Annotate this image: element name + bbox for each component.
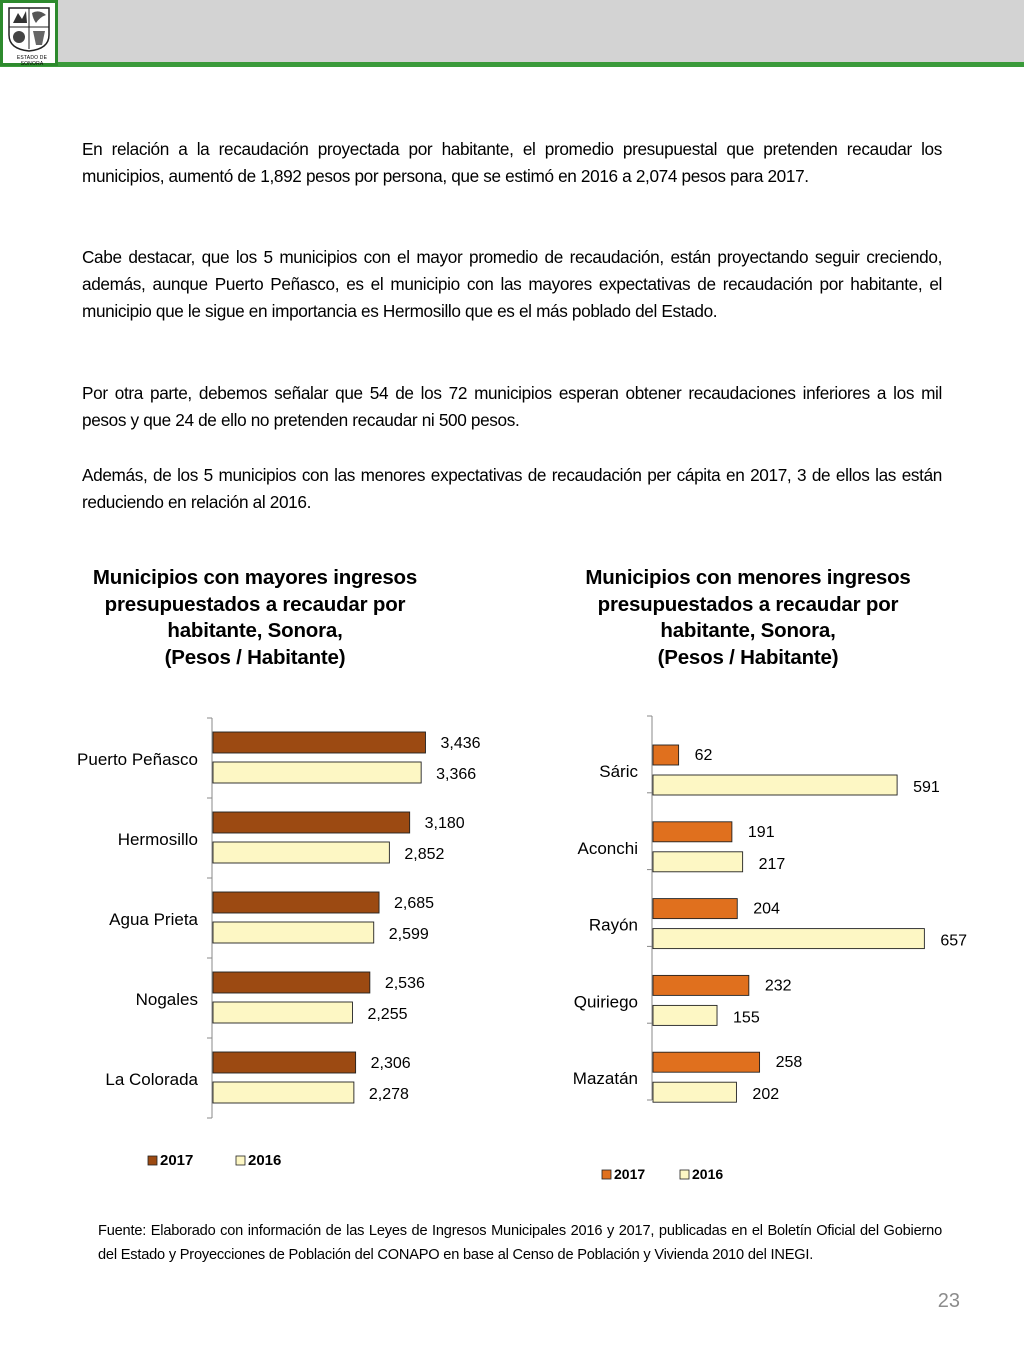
category-label: Agua Prieta [109,910,198,929]
data-label: 2,536 [384,975,425,992]
chart-title-line: presupuestados a recaudar por [597,592,899,616]
data-label: 3,436 [440,735,481,752]
category-label: Puerto Peñasco [77,750,198,769]
category-label: Rayón [588,915,638,935]
paragraph-4: Además, de los 5 municipios con las menores expectativas de recaudación per cápita en 2017, 3 de ellos las están reduciendo en relación al 2016. [82,465,942,512]
chart-title-line: habitante, Sonora, [167,619,343,642]
data-label: 2,685 [394,895,435,912]
chart-title-right [532,565,964,671]
data-label: 258 [775,1054,803,1072]
state-seal-logo [0,0,58,66]
data-label: 2,306 [370,1055,411,1072]
category-label: Quiriego [573,992,638,1012]
category-label: Aconchi [577,838,638,858]
category-label: Nogales [135,990,198,1009]
bar-2017 [653,745,679,765]
legend-label: 2017 [614,1166,646,1182]
bar-2017 [213,732,425,753]
legend-swatch [236,1156,245,1165]
data-label: 62 [694,747,713,764]
legend-swatch [602,1170,611,1179]
chart-title-line: (Pesos / Habitante) [164,645,346,669]
bar-2017 [213,812,410,833]
category-label: Mazatán [572,1069,638,1089]
data-label: 155 [733,1009,760,1027]
chart-title-left [40,565,470,671]
chart-title-line: Municipios con menores ingresos [585,566,911,589]
data-label: 232 [764,977,792,995]
paragraph-1: En relación a la recaudación proyectada por habitante, el promedio presupuestal que pretenden recaudar los municipios, aumentó de 1,892 pesos por persona, que se estimó en 2016 a 2,074 pesos para 2017. [82,139,942,186]
bar-2017 [653,1052,760,1072]
header-bar [0,0,1024,67]
data-label: 3,180 [424,815,465,832]
paragraph-3: Por otra parte, debemos señalar que 54 de los 72 municipios esperan obtener recaudaciones inferiores a los mil pesos y que 24 de ello no pretenden recaudar ni 500 pesos. [82,383,942,430]
bar-2016 [213,1082,354,1103]
legend-label: 2016 [692,1166,724,1182]
paragraph-2: Cabe destacar, que los 5 municipios con el mayor promedio de recaudación, están proyectando seguir creciendo, además, aunque Puerto Peñasco, es el municipio con las mayores expectativas de recaudación por habitante, el municipio que le sigue en importancia es Hermosillo que es el más poblado del Estado. [82,247,942,321]
category-label: La Colorada [105,1070,198,1089]
bar-2016 [653,1082,736,1102]
bar-2016 [213,842,389,863]
category-label: Sáric [599,762,638,781]
chart-title-line: presupuestados a recaudar por [104,592,406,616]
data-label: 2,255 [367,1006,408,1023]
data-label: 2,278 [368,1086,409,1103]
chart-highest-revenue [0,700,512,1190]
bar-2016 [653,929,924,949]
bar-2016 [213,1002,352,1023]
bar-2017 [213,892,379,913]
legend-label: 2017 [160,1152,194,1169]
chart-title-line: Municipios con mayores ingresos [92,566,418,589]
data-label: 2,852 [404,846,445,863]
legend-swatch [148,1156,157,1165]
bar-2017 [213,972,370,993]
data-label: 591 [913,779,940,796]
data-label: 191 [747,823,775,841]
seal-emblem-icon [6,5,52,53]
bar-2016 [653,1005,717,1025]
legend-label: 2016 [248,1152,282,1169]
chart-lowest-revenue [512,700,1024,1190]
category-label: Hermosillo [117,830,198,849]
data-label: 204 [753,900,780,918]
bar-2016 [653,775,897,795]
bar-2016 [653,852,743,872]
data-label: 657 [940,932,968,950]
data-label: 202 [752,1086,780,1104]
bar-2017 [213,1052,356,1073]
chart-title-line: (Pesos / Habitante) [657,645,839,669]
source-note: Fuente: Elaborado con información de las Leyes de Ingresos Municipales 2016 y 2017, publicadas en el Boletín Oficial del Gobierno del Estado y Proyecciones de Población del CONAPO en base al Censo de Población y Vivienda 2010 del INEGI. [98,1223,942,1263]
data-label: 2,599 [388,926,429,943]
logo-caption: ESTADO DE SONORA [16,55,48,67]
data-label: 3,366 [436,766,477,783]
bar-2017 [653,822,732,842]
legend-swatch [680,1170,689,1179]
bar-2017 [653,975,749,995]
bar-2017 [653,899,737,919]
data-label: 217 [758,855,786,873]
bar-2016 [213,922,374,943]
chart-title-line: habitante, Sonora, [660,619,836,642]
page-number: 23 [937,1290,960,1312]
bar-2016 [213,762,421,783]
